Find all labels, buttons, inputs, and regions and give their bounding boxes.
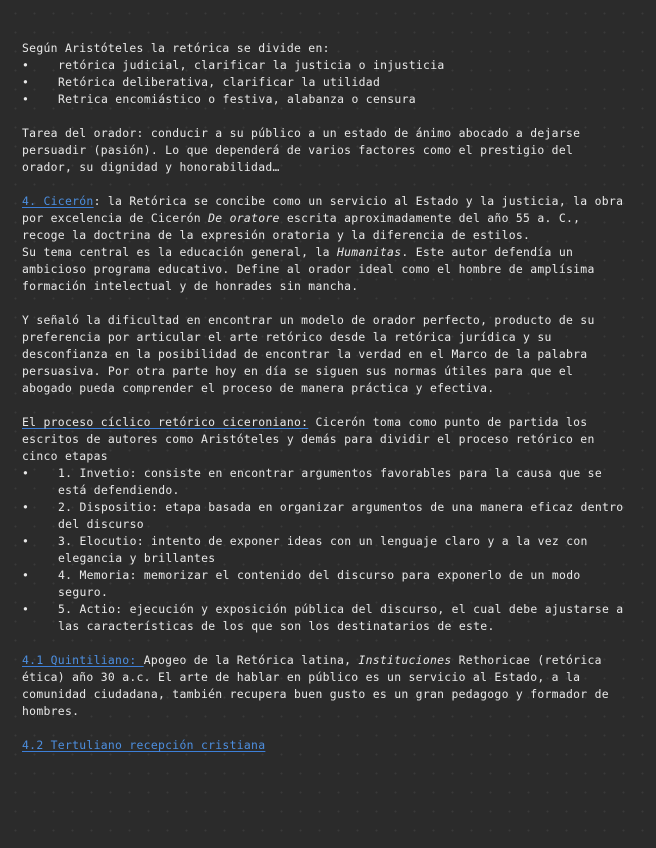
intro-text: Según Aristóteles la retórica se divide en: [22,41,330,55]
proceso-paragraph [22,414,628,465]
ciceron-text-1: : la Retórica se concibe como un servicio al Estado y la justicia, la obra por excelencia de Cicerón [22,194,624,225]
ciceron-text-2: escrita aproximadamente del año 55 a. C., recoge la doctrina de la expresión oratoria y la diferencia de estilos. [22,211,581,242]
list-item: • retórica judicial, clarificar la justicia o injusticia [22,57,628,74]
humanitas-term: Humanitas [336,245,402,259]
list-item: • 2. Dispositio: etapa basada en organizar argumentos de una manera eficaz dentro del discurso [22,499,628,533]
list-item: • Retórica deliberativa, clarificar la utilidad [22,74,628,91]
quintiliano-link[interactable]: 4.1 Quintiliano: [22,653,144,667]
quintiliano-paragraph [22,652,628,720]
list-item: • 4. Memoria: memorizar el contenido del discurso para exponerlo de un modo seguro. [22,567,628,601]
proceso-stages-list [22,465,628,635]
quintiliano-text-1: Apogeo de la Retórica latina, [143,653,359,667]
rhetoric-types-list [22,57,628,108]
tertuliano-link[interactable]: 4.2 Tertuliano recepción cristiana [22,738,266,752]
document-body [22,40,628,754]
proceso-heading: El proceso cíclico retórico ciceroniano: [22,415,309,429]
ciceron-link[interactable]: 4. Cicerón [22,194,94,208]
dificultad-paragraph: Y señaló la dificultad en encontrar un modelo de orador perfecto, producto de su preferencia por articular el arte retórico desde la retórica jurídica y su desconfianza en la posibilidad de encontrar la verdad en el Marco de la palabra persuasiva. Por otra parte hoy en día se siguen sus normas útiles para que el abogado pueda comprender el proceso de manera práctica y efectiva. [22,313,595,395]
tertuliano-paragraph [22,737,628,754]
list-item: • 1. Invetio: consiste en encontrar argumentos favorables para la causa que se está defendiendo. [22,465,628,499]
list-item: • 3. Elocutio: intento de exponer ideas con un lenguaje claro y a la vez con elegancia y brillantes [22,533,628,567]
tarea-paragraph: Tarea del orador: conducir a su público a un estado de ánimo abocado a dejarse persuadir (pasión). Lo que dependerá de varios factores como el prestigio del orador, su dignidad y honorabilidad… [22,126,581,174]
de-oratore-title: De oratore [208,211,280,225]
tema-paragraph [22,244,628,295]
proceso-text: Cicerón toma como punto de partida los escritos de autores como Aristóteles y demás para dividir el proceso retórico en cinco etapas [22,415,595,463]
quintiliano-text-2: Rethoricae (retórica ética) año 30 a.c. El arte de hablar en público es un servicio al Estado, a la comunidad ciudadana, también recupera buen gusto es un gran pedagogo y formador de hombres. [22,653,609,718]
tema-text-after: . Este autor defendía un ambicioso programa educativo. Define al orador ideal como el hombre de amplísima formación intelectual y de honrades sin mancha. [22,245,595,293]
list-item: • 5. Actio: ejecución y exposición pública del discurso, el cual debe ajustarse a las características de los que son los destinatarios de este. [22,601,628,635]
list-item: • Retrica encomiástico o festiva, alabanza o censura [22,91,628,108]
tema-text-before: Su tema central es la educación general, la [22,245,337,259]
instituciones-title: Instituciones [358,653,452,667]
ciceron-paragraph [22,193,628,244]
